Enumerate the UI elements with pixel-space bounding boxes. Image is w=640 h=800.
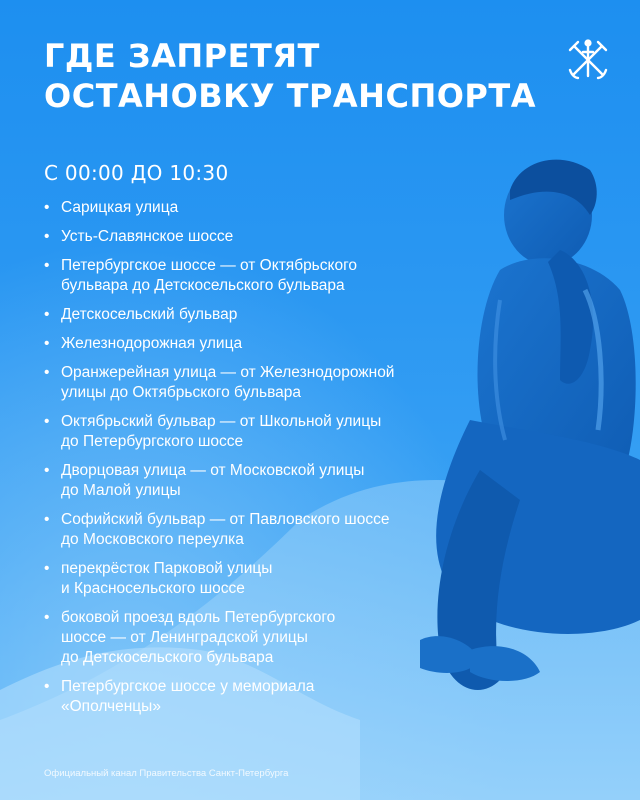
- bullet-icon: •: [44, 199, 50, 216]
- list-item-line: «Ополченцы»: [61, 698, 161, 715]
- bullet-icon: •: [44, 335, 50, 352]
- list-item: [44, 608, 504, 668]
- list-item-text: [61, 363, 504, 403]
- list-item-line: Октябрьский бульвар — от Школьной улицы: [61, 413, 382, 430]
- list-item: [44, 198, 504, 218]
- list-item-line: Сарицкая улица: [61, 199, 179, 216]
- bullet-icon: •: [44, 306, 50, 323]
- list-item-line: до Московского переулка: [61, 531, 244, 548]
- list-item: [44, 677, 504, 717]
- list-item-line: до Петербургского шоссе: [61, 433, 244, 450]
- bullet-icon: •: [44, 560, 50, 577]
- title-line-1: ГДЕ ЗАПРЕТЯТ: [44, 37, 320, 75]
- list-item-line: Дворцовая улица — от Московской улицы: [61, 462, 365, 479]
- list-item-text: [61, 198, 504, 218]
- bullet-icon: •: [44, 257, 50, 274]
- list-item-line: перекрёсток Парковой улицы: [61, 560, 273, 577]
- footer-caption: Официальный канал Правительства Санкт-Петербурга: [44, 768, 289, 779]
- time-range: С 00:00 ДО 10:30: [44, 161, 229, 185]
- bullet-icon: •: [44, 609, 50, 626]
- list-item-line: шоссе — от Ленинградской улицы: [61, 629, 308, 646]
- list-item-text: [61, 677, 504, 717]
- title-line-2: ОСТАНОВКУ ТРАНСПОРТА: [44, 77, 536, 115]
- bullet-icon: •: [44, 511, 50, 528]
- list-item: [44, 227, 504, 247]
- list-item: [44, 412, 504, 452]
- list-item-line: Петербургское шоссе — от Октябрьского: [61, 257, 358, 274]
- street-list: [44, 198, 504, 726]
- bullet-icon: •: [44, 678, 50, 695]
- list-item-line: боковой проезд вдоль Петербургского: [61, 609, 336, 626]
- list-item-line: Петербургское шоссе у мемориала: [61, 678, 315, 695]
- list-item: [44, 334, 504, 354]
- list-item: [44, 510, 504, 550]
- list-item-line: Усть-Славянское шоссе: [61, 228, 234, 245]
- page-title: [44, 36, 536, 116]
- list-item-line: до Малой улицы: [61, 482, 181, 499]
- list-item-line: до Детскосельского бульвара: [61, 649, 274, 666]
- bullet-icon: •: [44, 413, 50, 430]
- list-item: [44, 305, 504, 325]
- list-item-text: [61, 461, 504, 501]
- bullet-icon: •: [44, 462, 50, 479]
- list-item: [44, 559, 504, 599]
- bullet-icon: •: [44, 364, 50, 381]
- list-item-line: и Красносельского шоссе: [61, 580, 245, 597]
- list-item-text: [61, 412, 504, 452]
- list-item-line: улицы до Октябрьского бульвара: [61, 384, 302, 401]
- list-item-text: [61, 305, 504, 325]
- list-item-text: [61, 608, 504, 668]
- list-item: [44, 461, 504, 501]
- list-item: [44, 363, 504, 403]
- list-item-line: Софийский бульвар — от Павловского шоссе: [61, 511, 390, 528]
- list-item-text: [61, 227, 504, 247]
- list-item-line: Железнодорожная улица: [61, 335, 243, 352]
- list-item-line: бульвара до Детскосельского бульвара: [61, 277, 345, 294]
- spb-anchors-emblem-icon: [566, 38, 610, 82]
- list-item-line: Оранжерейная улица — от Железнодорожной: [61, 364, 395, 381]
- list-item: [44, 256, 504, 296]
- bullet-icon: •: [44, 228, 50, 245]
- list-item-text: [61, 510, 504, 550]
- list-item-text: [61, 256, 504, 296]
- list-item-line: Детскосельский бульвар: [61, 306, 238, 323]
- list-item-text: [61, 334, 504, 354]
- list-item-text: [61, 559, 504, 599]
